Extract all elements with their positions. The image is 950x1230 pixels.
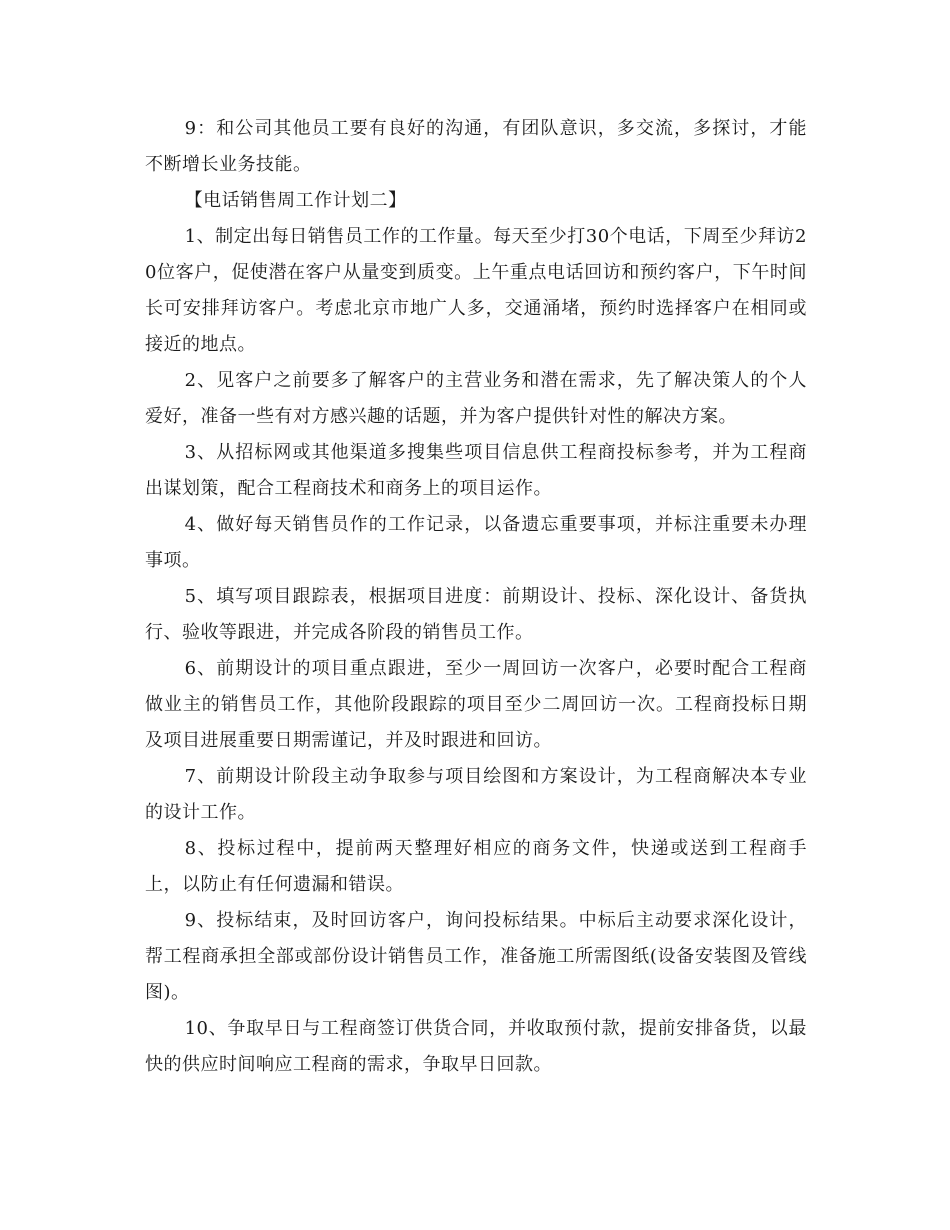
- paragraph-item-5: 5、填写项目跟踪表，根据项目进度：前期设计、投标、深化设计、备货执行、验收等跟进，并完成各阶段的销售员工作。: [145, 586, 807, 643]
- paragraph-item-10: 10、争取早日与工程商签订供货合同，并收取预付款，提前安排备货，以最快的供应时间响应工程商的需求，争取早日回款。: [145, 1018, 807, 1075]
- paragraph-item-2: 2、见客户之前要多了解客户的主营业务和潜在需求，先了解决策人的个人爱好，准备一些有对方感兴趣的话题，并为客户提供针对性的解决方案。: [145, 370, 807, 427]
- paragraph-item-1: 1、制定出每日销售员工作的工作量。每天至少打30个电话，下周至少拜访20位客户，促使潜在客户从量变到质变。上午重点电话回访和预约客户，下午时间长可安排拜访客户。考虑北京市地广人多，交通涌堵，预约时选择客户在相同或接近的地点。: [145, 226, 807, 355]
- paragraph-item-4: 4、做好每天销售员作的工作记录，以备遗忘重要事项，并标注重要未办理事项。: [145, 514, 807, 571]
- paragraph-item-8: 8、投标过程中，提前两天整理好相应的商务文件，快递或送到工程商手上，以防止有任何遗漏和错误。: [145, 838, 807, 895]
- document-body: [145, 111, 807, 1083]
- paragraph-item-6: 6、前期设计的项目重点跟进，至少一周回访一次客户，必要时配合工程商做业主的销售员工作，其他阶段跟踪的项目至少二周回访一次。工程商投标日期及项目进展重要日期需谨记，并及时跟进和回访。: [145, 658, 807, 751]
- paragraph-item-3: 3、从招标网或其他渠道多搜集些项目信息供工程商投标参考，并为工程商出谋划策，配合工程商技术和商务上的项目运作。: [145, 442, 807, 499]
- paragraph-item-7: 7、前期设计阶段主动争取参与项目绘图和方案设计，为工程商解决本专业的设计工作。: [145, 766, 807, 823]
- paragraph-item-9: 9、投标结束，及时回访客户，询问投标结果。中标后主动要求深化设计，帮工程商承担全部或部份设计销售员工作，准备施工所需图纸(设备安装图及管线图)。: [145, 910, 807, 1003]
- paragraph-item-9-colon: 9：和公司其他员工要有良好的沟通，有团队意识，多交流，多探讨，才能不断增长业务技能。: [145, 118, 807, 175]
- section-heading: 【电话销售周工作计划二】: [184, 190, 407, 211]
